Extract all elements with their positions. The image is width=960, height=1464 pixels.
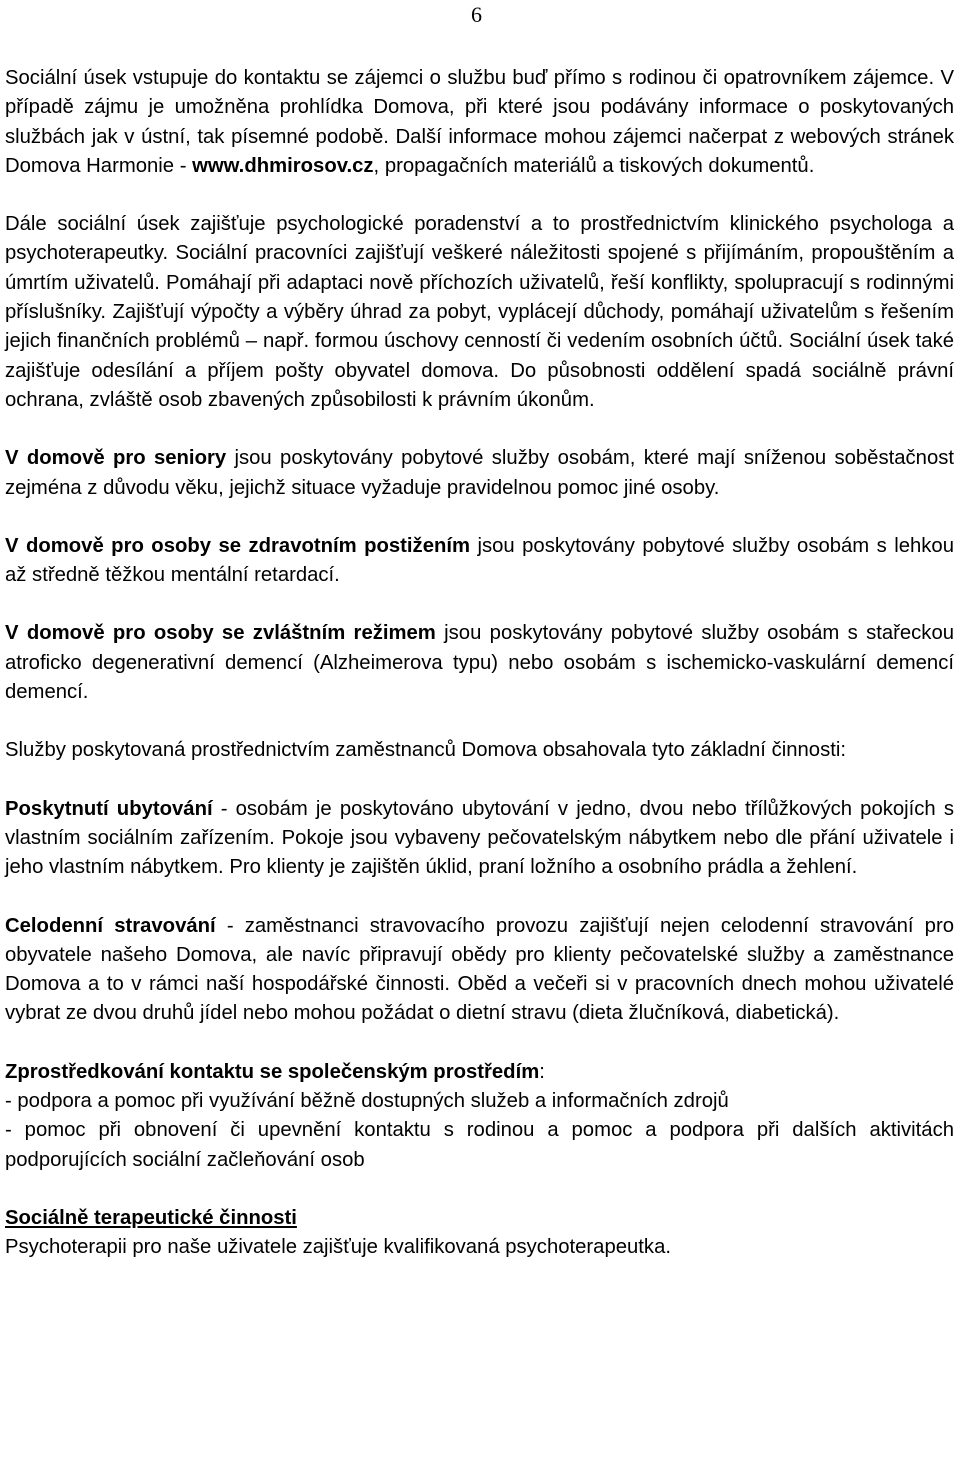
paragraph-text: Sociální úsek vstupuje do kontaktu se zájemci o službu buď přímo s rodinou či opatrovníkem zájemce. V případě zájmu je umožněna prohlídka Domova, při které jsou podávány informace o poskytovaných službách jak v ústní, tak písemné podobě. Další informace mohou zájemci načerpat z webových stránek Domova Harmonie -: [5, 67, 954, 177]
paragraph-text: - osobám je poskytováno ubytování v jedno, dvou nebo třílůžkových pokojích s vlastním sociálním zařízením. Pokoje jsou vybaveny pečovatelským nábytkem nebo dle přání uživatele i jeho vlastním nábytkem. Pro klienty je zajištěn úklid, praní ložního a osobního prádla a žehlení.: [5, 797, 954, 879]
paragraph-services-intro: [5, 736, 954, 765]
document-body: [5, 64, 954, 1263]
paragraph-special-regime-home: [5, 619, 954, 707]
heading-colon: :: [539, 1060, 545, 1083]
paragraph-text: Psychoterapii pro naše uživatele zajišťuje kvalifikovaná psychoterapeutka.: [5, 1236, 671, 1259]
list-heading-line: [5, 1204, 954, 1233]
paragraph-seniors-home: [5, 444, 954, 503]
paragraph-text: , propagačních materiálů a tiskových dokumentů.: [373, 154, 815, 177]
section-heading: Sociálně terapeutické činnosti: [5, 1206, 297, 1229]
section-heading: V domově pro seniory: [5, 447, 227, 470]
paragraph-text: - zaměstnanci stravovacího provozu zajišťují nejen celodenní stravování pro obyvatele našeho Domova, ale navíc připravují obědy pro klienty pečovatelské služby a zaměstnance Domova a to v rámci naší hospodářské činnosti. Oběd a večeři si v pracovních dnech mohou uživatelé vybrat ze dvou druhů jídel nebo mohou požádat o dietní stravu (dieta žlučníková, diabetická).: [5, 914, 954, 1025]
paragraph-social-services: [5, 210, 954, 415]
paragraph-text: jsou poskytovány pobytové služby osobám s lehkou až středně těžkou mentální retardací.: [5, 534, 954, 587]
list-item: - pomoc při obnovení či upevnění kontaktu s rodinou a pomoc a podpora při dalších aktivitách podporujících sociální začleňování osob: [5, 1119, 954, 1171]
website-link-text: www.dhmirosov.cz: [192, 154, 374, 177]
paragraph-catering: [5, 912, 954, 1029]
section-heading: Zprostředkování kontaktu se společenským prostředím: [5, 1060, 540, 1083]
paragraph-disability-home: [5, 532, 954, 591]
paragraph-text: Služby poskytovaná prostřednictvím zaměstnanců Domova obsahovala tyto základní činnosti:: [5, 739, 846, 762]
section-heading: Celodenní stravování: [5, 914, 216, 937]
paragraph-accommodation: [5, 795, 954, 883]
section-heading: V domově pro osoby se zvláštním režimem: [5, 622, 436, 645]
paragraph-therapeutic-activities: [5, 1204, 954, 1263]
section-heading: Poskytnutí ubytování: [5, 797, 213, 820]
paragraph-text: jsou poskytovány pobytové služby osobám s stařeckou atroficko degenerativní demencí (Alzheimerova typu) nebo osobám s ischemicko-vaskulární demencí demencí.: [5, 622, 955, 704]
section-heading: V domově pro osoby se zdravotním postižením: [5, 534, 471, 557]
list-heading-line: [5, 1058, 954, 1087]
paragraph-social-contact-mediation: [5, 1058, 954, 1175]
paragraph-text: jsou poskytovány pobytové služby osobám, které mají sníženou soběstačnost zejména z důvodu věku, jejichž situace vyžaduje pravidelnou pomoc jiné osoby.: [5, 447, 954, 499]
page-number: 6: [471, 2, 482, 27]
paragraph-social-contact: [5, 64, 954, 181]
paragraph-text: Dále sociální úsek zajišťuje psychologické poradenství a to prostřednictvím klinického psychologa a psychoterapeutky. Sociální pracovníci zajišťují veškeré náležitosti spojené s přijímáním, propouštěním a úmrtím uživatelů. Pomáhají při adaptaci nově příchozích uživatelů, řeší konflikty, spolupracují s rodinnými příslušníky. Zajišťují výpočty a výběry úhrad za pobyt, vyplácejí důchody, pomáhají uživatelům s řešením jejich finančních problémů – např. formou úschovy cenností či vedením osobních účtů. Sociální úsek také zajišťuje odesílání a příjem pošty obyvatel domova. Do působnosti oddělení spadá sociálně právní ochrana, zvláště osob zbavených způsobilosti k právním úkonům.: [5, 213, 954, 411]
list-item: - podpora a pomoc při využívání běžně dostupných služeb a informačních zdrojů: [5, 1090, 729, 1113]
